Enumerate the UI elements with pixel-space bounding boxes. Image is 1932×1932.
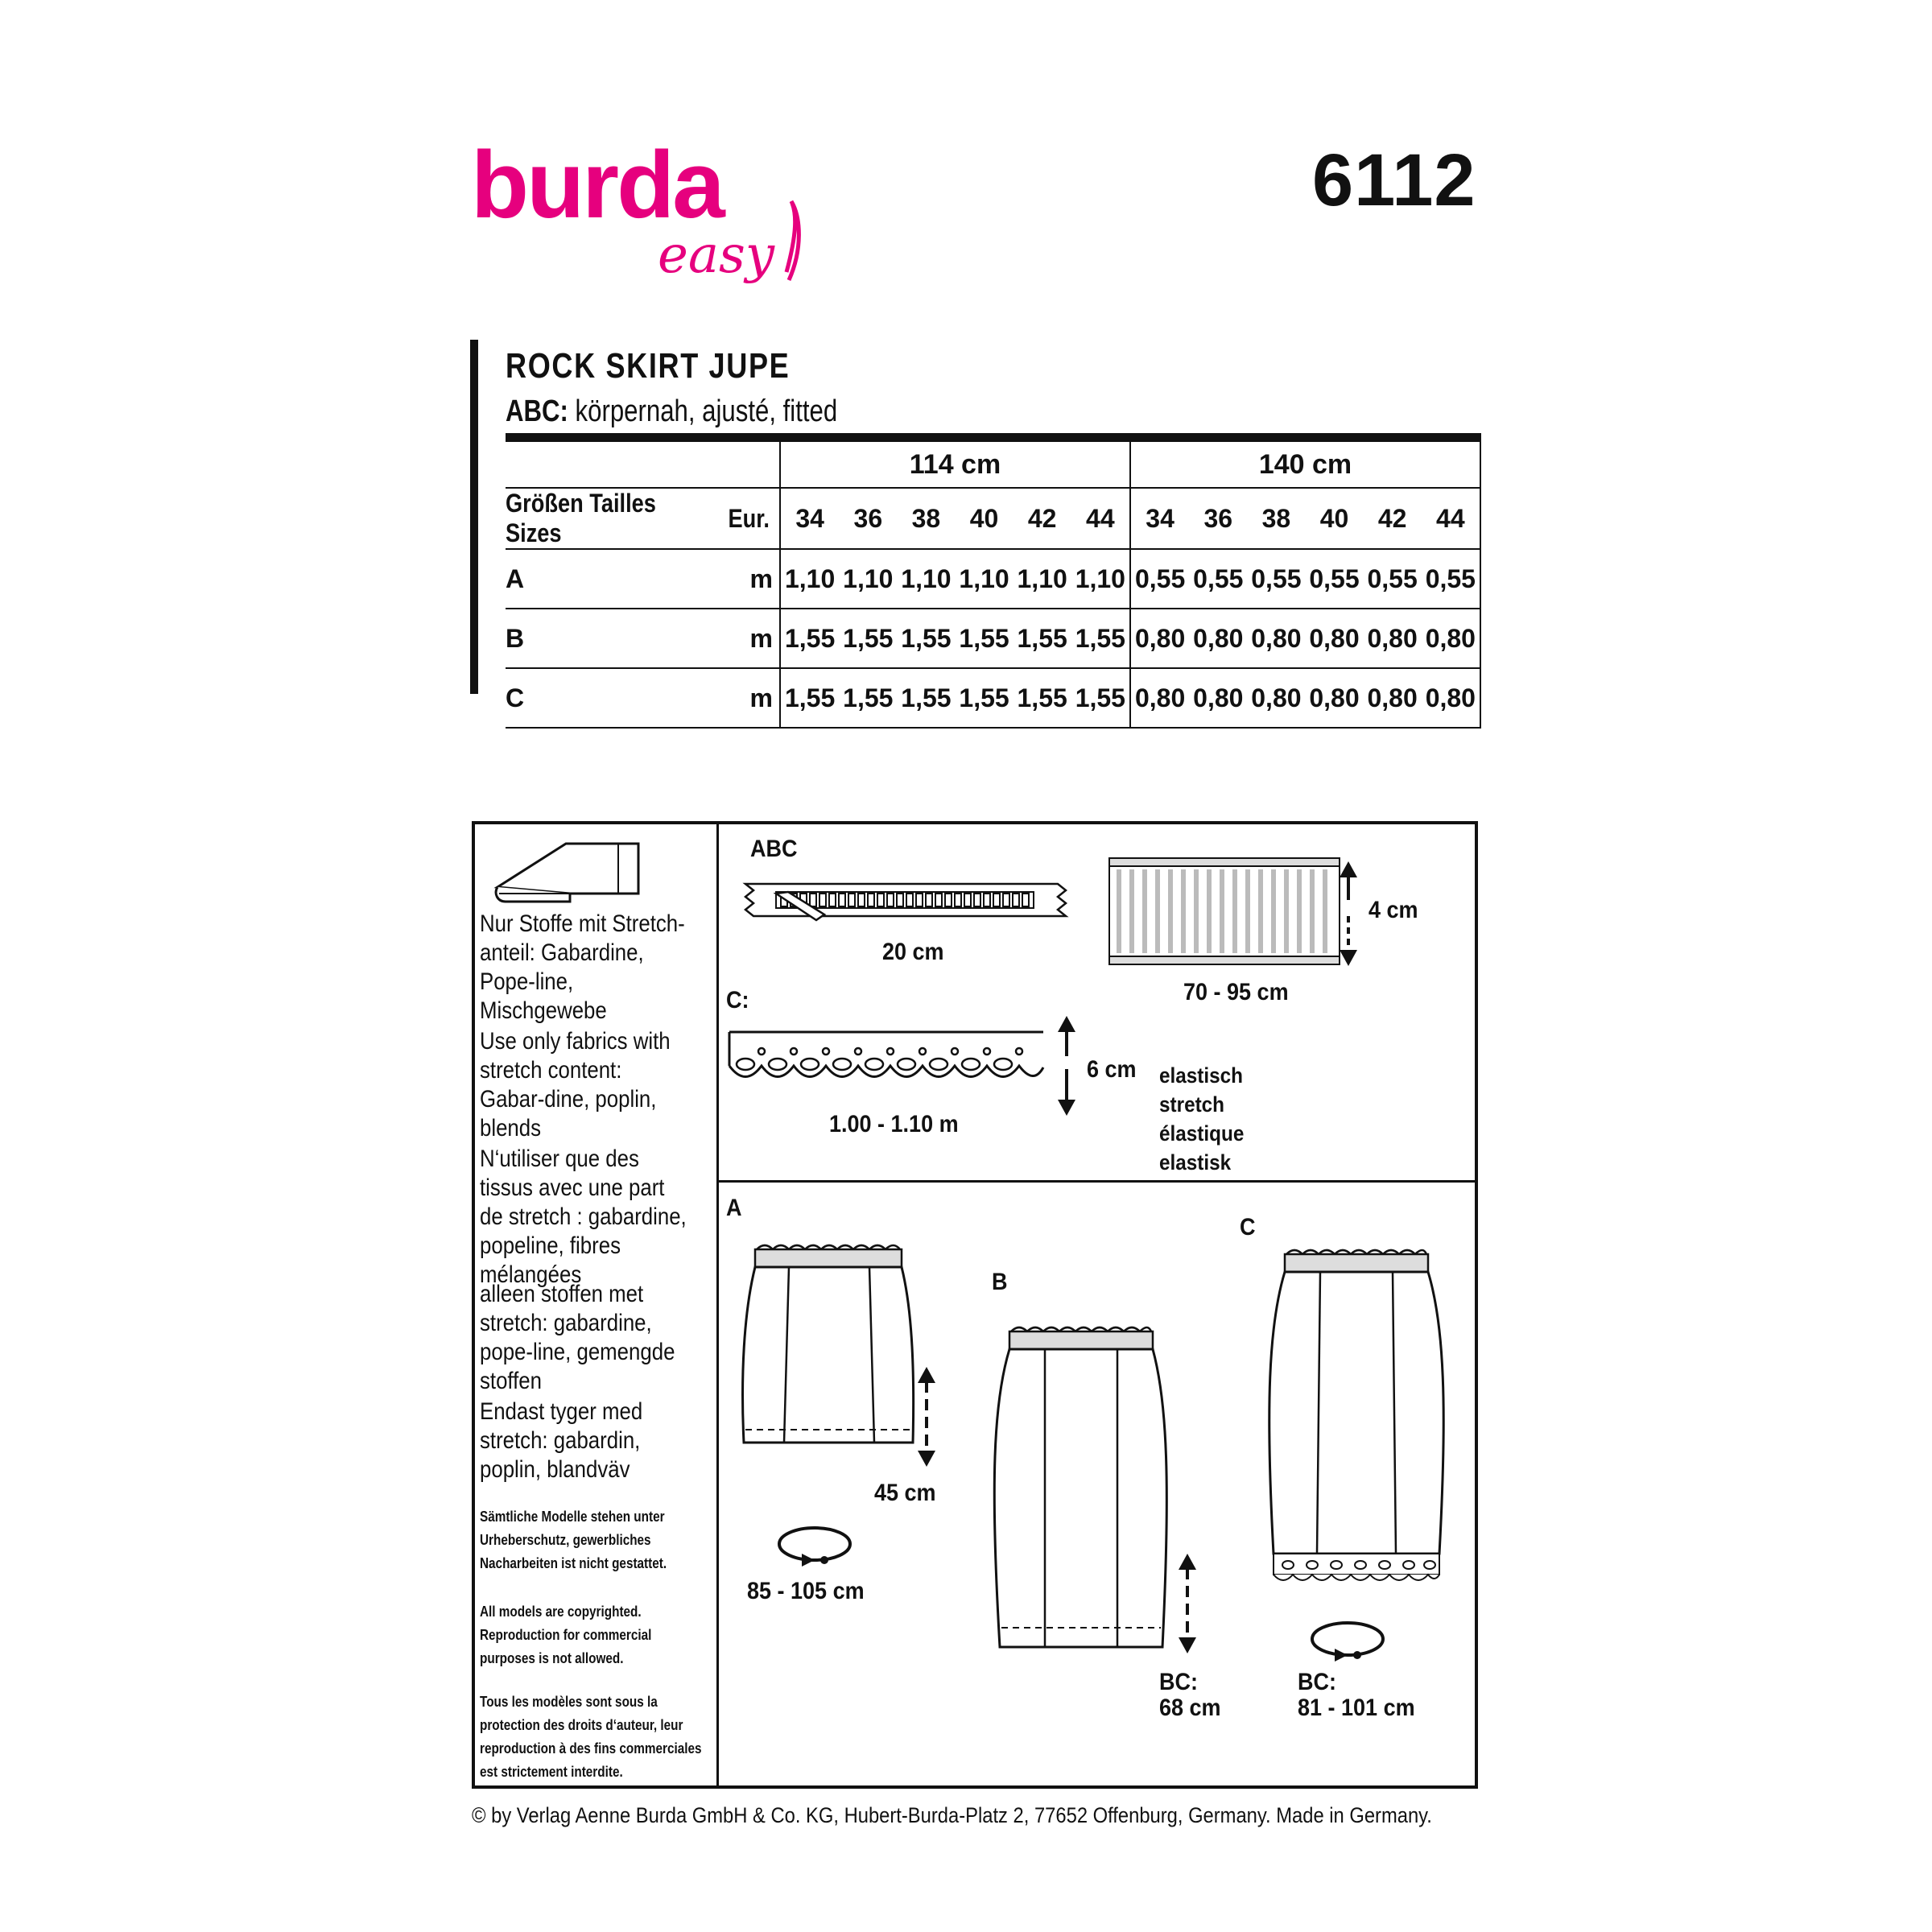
- length-b-prefix: BC:: [1159, 1669, 1198, 1695]
- waist-a: 85 - 105 cm: [747, 1578, 865, 1604]
- size-cell: 40: [1305, 488, 1363, 549]
- lace-type-list: [1159, 1061, 1244, 1177]
- value-cell: 1,10: [897, 549, 955, 609]
- burda-easy-logo: [471, 132, 809, 290]
- size-cell: 40: [955, 488, 1013, 549]
- value-cell: 1,10: [1013, 549, 1071, 609]
- size-cell: 42: [1364, 488, 1422, 549]
- length-a: 45 cm: [874, 1480, 936, 1506]
- fabric-note-nl: alleen stoffen met stretch: gabardine, pope-line, gemengde stoffen: [480, 1281, 675, 1394]
- value-cell: 0,55: [1422, 549, 1480, 609]
- size-cell: 38: [897, 488, 955, 549]
- unit-cell: m: [715, 609, 780, 668]
- size-cell: 36: [839, 488, 897, 549]
- fabric-note-sv: Endast tyger med stretch: gabardin, poplin, blandväv: [480, 1398, 643, 1483]
- value-cell: 0,80: [1130, 609, 1189, 668]
- value-cell: 1,55: [1071, 609, 1130, 668]
- value-cell: 1,55: [1071, 668, 1130, 728]
- value-cell: 1,55: [955, 668, 1013, 728]
- size-cell: 42: [1013, 488, 1071, 549]
- lace-length: 1.00 - 1.10 m: [829, 1111, 959, 1137]
- value-cell: 0,55: [1189, 549, 1247, 609]
- value-cell: 0,80: [1364, 609, 1422, 668]
- fit-text: körpernah, ajusté, fitted: [575, 394, 838, 428]
- size-cell: 44: [1071, 488, 1130, 549]
- garment-title: ROCK SKIRT JUPE: [506, 346, 791, 386]
- value-cell: 0,80: [1422, 668, 1480, 728]
- size-cell: 38: [1247, 488, 1305, 549]
- panel-horizontal-divider: [716, 1180, 1478, 1183]
- lace-type-sv: elastisk: [1159, 1150, 1232, 1174]
- value-cell: 1,55: [1013, 609, 1071, 668]
- size-cell: 34: [1130, 488, 1189, 549]
- value-cell: 1,55: [780, 668, 839, 728]
- lace-type-fr: élastique: [1159, 1121, 1245, 1146]
- value-cell: 0,80: [1422, 609, 1480, 668]
- fabric-requirements-table: [506, 433, 1481, 729]
- view-label-b: B: [992, 1269, 1008, 1295]
- value-cell: 0,80: [1364, 668, 1422, 728]
- zipper-icon: [744, 876, 1074, 928]
- width-114: 114 cm: [780, 438, 1130, 489]
- length-b-value: 68 cm: [1159, 1695, 1221, 1721]
- lace-width: 6 cm: [1087, 1056, 1137, 1083]
- lace-width-arrow-icon: [1055, 1016, 1079, 1120]
- value-cell: 1,55: [780, 609, 839, 668]
- value-cell: 1,55: [839, 609, 897, 668]
- fabric-note-de: Nur Stoffe mit Stretch-anteil: Gabardine, Pope-line, Mischgewebe: [480, 910, 685, 1024]
- fabric-note-fr: N‘utiliser que des tissus avec une part de stretch : gabardine, popeline, fibres mélangées: [480, 1146, 687, 1288]
- size-cell: 44: [1422, 488, 1480, 549]
- value-cell: 1,10: [780, 549, 839, 609]
- value-cell: 0,80: [1189, 609, 1247, 668]
- length-b: [1159, 1670, 1221, 1721]
- value-cell: 1,10: [955, 549, 1013, 609]
- notions-label-abc: ABC: [750, 836, 798, 862]
- view-label-a: A: [726, 1195, 742, 1221]
- table-row-b: [506, 609, 1480, 668]
- table-row-c: [506, 668, 1480, 728]
- lace-type-en: stretch: [1159, 1092, 1225, 1117]
- value-cell: 0,80: [1189, 668, 1247, 728]
- size-cell: 34: [780, 488, 839, 549]
- fabric-note-en: Use only fabrics with stretch content: Gabar-dine, poplin, blends: [480, 1028, 671, 1141]
- waist-c-value: 81 - 101 cm: [1298, 1695, 1415, 1721]
- elastic-width: 4 cm: [1368, 897, 1418, 923]
- unit-cell: m: [715, 668, 780, 728]
- value-cell: 0,80: [1247, 609, 1305, 668]
- fabric-bolt-icon: [489, 837, 642, 914]
- value-cell: 0,80: [1130, 668, 1189, 728]
- value-cell: 0,80: [1305, 609, 1363, 668]
- width-140: 140 cm: [1130, 438, 1480, 489]
- value-cell: 1,55: [955, 609, 1013, 668]
- unit-cell: m: [715, 549, 780, 609]
- value-cell: 0,55: [1130, 549, 1189, 609]
- elastic-band-icon: [1109, 858, 1343, 975]
- waist-c: [1298, 1670, 1415, 1721]
- view-label: B: [506, 609, 715, 668]
- value-cell: 1,55: [839, 668, 897, 728]
- publisher-copyright: © by Verlag Aenne Burda GmbH & Co. KG, Hubert-Burda-Platz 2, 77652 Offenburg, Germany. Made in Germany.: [472, 1803, 1432, 1827]
- pattern-number: 6112: [1312, 139, 1476, 221]
- value-cell: 1,10: [1071, 549, 1130, 609]
- value-cell: 1,55: [1013, 668, 1071, 728]
- length-b-arrow-icon: [1175, 1554, 1199, 1657]
- lace-trim-icon: [728, 1027, 1046, 1096]
- copyright-note-de: Sämtliche Modelle stehen unter Urheberschutz, gewerbliches Nacharbeiten ist nicht gestattet.: [480, 1509, 667, 1571]
- panel-vertical-divider: [716, 821, 719, 1789]
- elastic-length: 70 - 95 cm: [1183, 979, 1289, 1005]
- value-cell: 0,55: [1247, 549, 1305, 609]
- fabric-width-row: [506, 438, 1480, 489]
- zipper-length: 20 cm: [882, 939, 944, 965]
- skirt-a-illustration: [741, 1240, 918, 1469]
- fit-prefix: ABC:: [506, 394, 568, 428]
- value-cell: 1,10: [839, 549, 897, 609]
- notions-label-c: C:: [726, 987, 749, 1013]
- table-accent-bar: [470, 340, 478, 694]
- view-label-c: C: [1240, 1214, 1256, 1241]
- skirt-c-illustration: [1264, 1245, 1449, 1595]
- value-cell: 0,55: [1364, 549, 1422, 609]
- skirt-b-illustration: [989, 1322, 1174, 1664]
- brand-subname: easy: [658, 225, 775, 285]
- table-row-a: [506, 549, 1480, 609]
- size-row: [506, 488, 1480, 549]
- value-cell: 0,80: [1305, 668, 1363, 728]
- value-cell: 1,55: [897, 609, 955, 668]
- size-unit: Eur.: [728, 503, 770, 533]
- brand-name: burda: [471, 132, 723, 238]
- waist-a-measure-icon: [776, 1525, 853, 1569]
- lace-type-de: elastisch: [1159, 1063, 1244, 1088]
- copyright-note-en: All models are copyrighted. Reproduction for commercial purposes is not allowed.: [480, 1604, 652, 1666]
- fit-description: [506, 394, 837, 429]
- elastic-width-arrow-icon: [1336, 861, 1360, 970]
- size-label: Größen Tailles Sizes: [506, 489, 656, 547]
- size-cell: 36: [1189, 488, 1247, 549]
- view-label: C: [506, 668, 715, 728]
- value-cell: 0,55: [1305, 549, 1363, 609]
- waist-c-prefix: BC:: [1298, 1669, 1336, 1695]
- waist-c-measure-icon: [1309, 1620, 1386, 1664]
- view-label: A: [506, 549, 715, 609]
- value-cell: 1,55: [897, 668, 955, 728]
- copyright-note-fr: Tous les modèles sont sous la protection des droits d‘auteur, leur reproduction à des fins commerciales est strictement interdite.: [480, 1694, 702, 1780]
- length-a-arrow-icon: [914, 1367, 939, 1471]
- value-cell: 0,80: [1247, 668, 1305, 728]
